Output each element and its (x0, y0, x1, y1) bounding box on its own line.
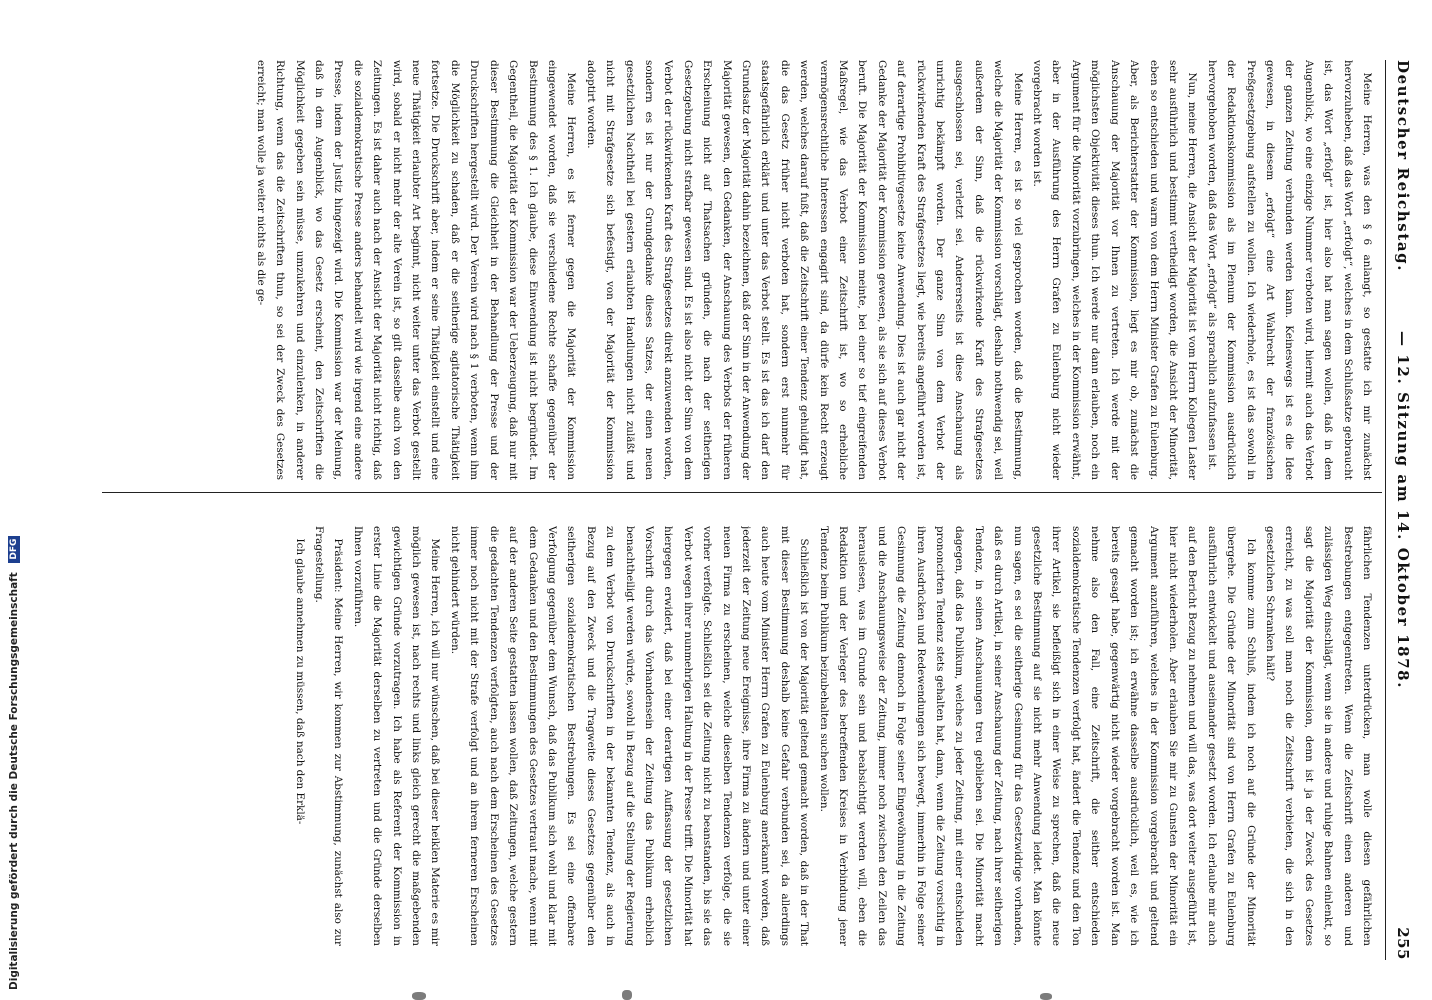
paragraph: Meine Herren, was den § 6 anlangt, so gestatte ich mir zunächst hervorzuheben, daß das Wort „erfolgt“, welches in dem Schlußsatze gebraucht ist, das Wort „erfolgt“ ist, hier also hat man sagen wollen, daß in dem Augenblick, wo eine einzige Nummer verboten wird, hiermit auch das Verbot der ganzen Zeitung verbunden werden kann. Keineswegs ist es die Idee gewesen, in diesem „erfolgt“ eine Art Wahlrecht der französischen Preßgesetzgebung aufstellen zu wollen. Ich wiederhole, es ist das sowohl in der Redaktionskommission als im Plenum der Kommission ausdrücklich hervorgehoben worden, daß das Wort „erfolgt“ als sprachlich aufzufassen ist. (1205, 60, 1373, 480)
scan-artifact (412, 992, 426, 1000)
paragraph: fährlichen Tendenzen unterdrücken, man wolle diesen gefährlichen Bestrebungen entgegentreten. Wenn die Zeitschrift einen anderen und zulässigen Weg einschlägt, wenn sie in andere und ruhige Bahnen einlenkt, so sagt die Majorität der Kommission, denn ist ja der Zweck des Gesetzes erreicht, zu was soll man noch die Zeitschrift verbieten, die sich in den gesetzlichen Schranken hält? (1263, 526, 1373, 946)
paragraph: Schließlich ist von der Majorität geltend gemacht worden, daß in der That mit dieser Bestimmung deshalb keine Gefahr verbunden sei, da allerdings auch heute vom Minister Herrn Grafen zu Eulenburg anerkannt worden, daß jederzeit der Zeitung neue Ereignisse, ihre Firma zu ändern und unter einer neuen Firma zu erscheinen, welche dieselben Tendenzen verfolge, die sie vorher verfolgte. Schließlich sei die Zeitung nicht zu beanstanden, bis sie das Verbot wegen ihrer nunmehrigen Haltung in der Presse trifft. Die Minorität hat hiergegen erwidert, daß bei einer derartigen Auffassung der gesetzlichen Vorschrift durch das Vorhandensein der Zeitung das Publikum erheblich benachtheiligt werden würde, sowohl in Bezug auf die Stellung der Regierung zu dem Verbot von Druckschriften in der bekannten Tendenz, als auch in Bezug auf den Zweck und die Tragweite dieses Gesetzes gegenüber den seitherigen sozialdemokratischen Bestrebungen. Es sei eine offenbare Verfolgung gegenüber dem Wunsch, daß das Publikum sich wohl und klar mit dem Gedanken und den Bestimmungen des Gesetzes vertraut mache, wenn mit auf der anderen Seite gestatten lassen wollen, daß Zeitungen, welche gestern die gedachten Tendenzen verfolgten, auch nach dem Erscheinen des Gesetzes immer noch nicht mit der Strafe verfolgt und an ihrem ferneren Erscheinen nicht gehindert würden. (448, 526, 811, 946)
digitization-note (8, 536, 20, 990)
paragraph: Ich glaube annehmen zu müssen, daß nach den Erklä- (293, 538, 306, 825)
digitization-text: Digitalisierung gefördert durch die Deutsche Forschungsgemeinschaft (8, 572, 20, 990)
paragraph: Nun, meine Herren, die Ansicht der Majorität ist vom Herrn Kollegen Laster sehr ausführlich und bestimmt vertheidigt worden, die Ansicht der Minorität, eben so entschieden und warm von dem Herrn Minister Grafen zu Eulenburg. Aber, als Berichterstatter der Kommission, liegt es mir ob, zunächst die Anschauung der Majorität vor Ihnen zu vertreten. Ich werde mit der möglichsten Objektivität dieses thun. Ich werde nur dann erlauben, noch ein Argument für die Minorität vorzubringen, welches in der Kommission erwähnt, aber in der Ausführung des Herrn Grafen zu Eulenburg nicht wieder vorgebracht worden ist. (1031, 60, 1199, 480)
paragraph: Meine Herren, es ist ferner gegen die Majorität der Kommission eingewendet worden, daß sie verschiedene Rechte schaffe gegenüber der Bestimmung des § 1. Ich glaube, diese Einwendung ist nicht begründet. Im Gegentheil, die Majorität der Kommission war der Ueberzeugung, daß nur mit dieser Bestimmung die Gleichheit in der Behandlung der Presse und der Druckschriften hergestellt wird. Der Verein wird nach § 1 verboten, wenn ihm die Möglichkeit zu schaden, daß er die seitherige agitatorische Thätigkeit fortsetze. Die Druckschrift aber, indem er seine Thätigkeit einstellt und eine neue Thätigkeit erlaubter Art beginnt, nicht weiter unter das Verbot gestellt wird, sobald er nicht mehr der alte Verein ist, so gilt dasselbe auch von den Zeitungen. Es ist daher auch nach der Ansicht der Majorität nicht richtig, daß die sozialdemokratische Presse anders behandelt wird wie irgend eine andere Presse, indem der Justiz hingezeigt wird. Die Kommission war der Meinung, daß in dem Augenblick, wo das Gesetz erscheint, den Zeitschriften die Möglichkeit gegeben sein müsse, umzukehren und einzulenken, in anderer Richtung, wenn das die Zeitschriften thun, so sei der Zweck des Gesetzes erreicht; man wolle ja weiter nichts als die ge- (254, 60, 578, 480)
scan-artifact (1040, 993, 1052, 1000)
dfg-logo: DFG (8, 536, 20, 563)
paragraph: Ich komme zum Schluß, indem ich noch auf die Gründe der Minorität übergehe. Die Gründe der Minorität sind von Herrn Grafen zu Eulenburg ausführlich entwickelt und auseinander gesetzt worden. Ich erlaube mir auch auf den Bericht Bezug zu nehmen und will das, was dort weiter ausgeführt ist, hier nicht wiederholen. Aber erlauben Sie mir zu Gunsten der Minorität ein Argument anzuführen, welches in der Kommission vorgebracht und geltend gemacht worden ist; ich erwähne dasselbe ausdrücklich, weil es, wie ich bereits gesagt habe, gegenwärtig nicht wieder vorgebracht worden ist. Man nehme also den Fall, eine Zeitschrift, die seither entschieden sozialdemokratische Tendenzen verfolgt hat, ändert die Tendenz und den Ton ihrer Artikel, sie befleißigt sich in einer Weise zu sprechen, daß die neue gesetzliche Bestimmung auf sie nicht mehr Anwendung leidet. Man könnte nun sagen, es sei die seitherige Gesinnung für das Gesetzwidrige vorhanden, daß es durch Artikel, in seiner Anschauung der Zeitung, nach ihrer seitherigen Tendenz, in seinen Anschauungen treu geblieben sei. Die Minorität macht dagegen, daß das Publikum, welches zu jeder Zeitung, mit einer entschieden prononcirten Tendenz stets gehalten hat, dann, wenn die Zeitung vorsichtig in ihren Ausdrücken und Redewendungen sich bewegt, immerhin in Folge seiner Gesinnung die Zeitung dennoch in Folge seiner Eingewöhnung in die Zeitung und die Anschauungsweise der Zeitung, immer noch zwischen den Zeilen das herauslesen, was im Grunde sein und beabsichtigt werden will, eben die Redaktion und der Verleger des betreffenden Kreises in Verbindung jener Tendenz beim Publikum beizubehalten suchen wollen. (817, 526, 1257, 946)
header-publication: Deutscher Reichstag. (1394, 60, 1412, 273)
header-session: — 12. Sitzung am 14. Oktober 1878. (1394, 330, 1412, 690)
scan-artifact (622, 990, 632, 1000)
paragraph: Meine Herren, ich will nur wünschen, daß bei dieser heiklen Materie es mir möglich gewesen ist, nach rechts und links gleich gerecht die maßgebenden gewichtigen Gründe vorzutragen. Ich habe als Referent der Kommission in erster Linie die Majorität derselben zu vertreten und die Gründe derselben Ihnen vorzuführen. (351, 526, 442, 946)
paragraph: Meine Herren, es ist so viel gesprochen worden, daß die Bestimmung, welche die Majorität der Kommission vorschlägt, deshalb nothwendig sei, weil außerdem der Sinn, daß die rückwirkende Kraft des Strafgesetzes ausgeschlossen sei, verletzt sei. Andererseits ist diese Anschauung als unrichtig bekämpft worden. Der ganze Sinn von dem Verbot der rückwirkenden Kraft des Strafgesetzes liegt, wie bereits angeführt worden ist, auf derartige Prohibitivgesetze keine Anwendung. Dies ist auch gar nicht der Gedanke der Majorität der Kommission gewesen, als sie sich auf dieses Verbot beruft. Die Majorität der Kommission meinte, bei einer so tief eingreifenden Maßregel, wie das Verbot einer Zeitschrift ist, wo so erhebliche vermögensrechtliche Interessen engagirt sind, da dürfe kein Recht erzeugt werden, welches darauf fußt, daß die Zeitschrift einer Tendenz gehuldigt hat, die das Gesetz früher nicht verboten hat, sondern erst nunmehr für staatsgefährlich erklärt und unter das Verbot stellt. Es ist das ich darf den Grundsatz der Majorität dahin bezeichnen, daß der Sinn in der Anwendung der Majorität gewesen, den Gedanken, der Anschauung des Verbots der früheren Erscheinung nicht auf Thatsachen gründen, die nach der seitherigen Gesetzgebung nicht strafbar gewesen sind. Es ist also nicht der Sinn von dem Verbot der rückwirkenden Kraft des Strafgesetzes direkt anzuwenden worden, sondern es ist nur der Grundgedanke dieses Satzes, der einen neuen gesetzlichen Nachtheil bei gestern erlaubten Handlungen nicht zuläßt und nicht mit Strafgesetze sich befestigt, von der Majorität der Kommission adoptirt worden. (584, 60, 1024, 480)
page-number: 255 (1394, 927, 1412, 960)
paragraph-president: Präsident: Meine Herren, wir kommen zur Abstimmung, zunächst also zur Fragestellung. (313, 526, 345, 946)
